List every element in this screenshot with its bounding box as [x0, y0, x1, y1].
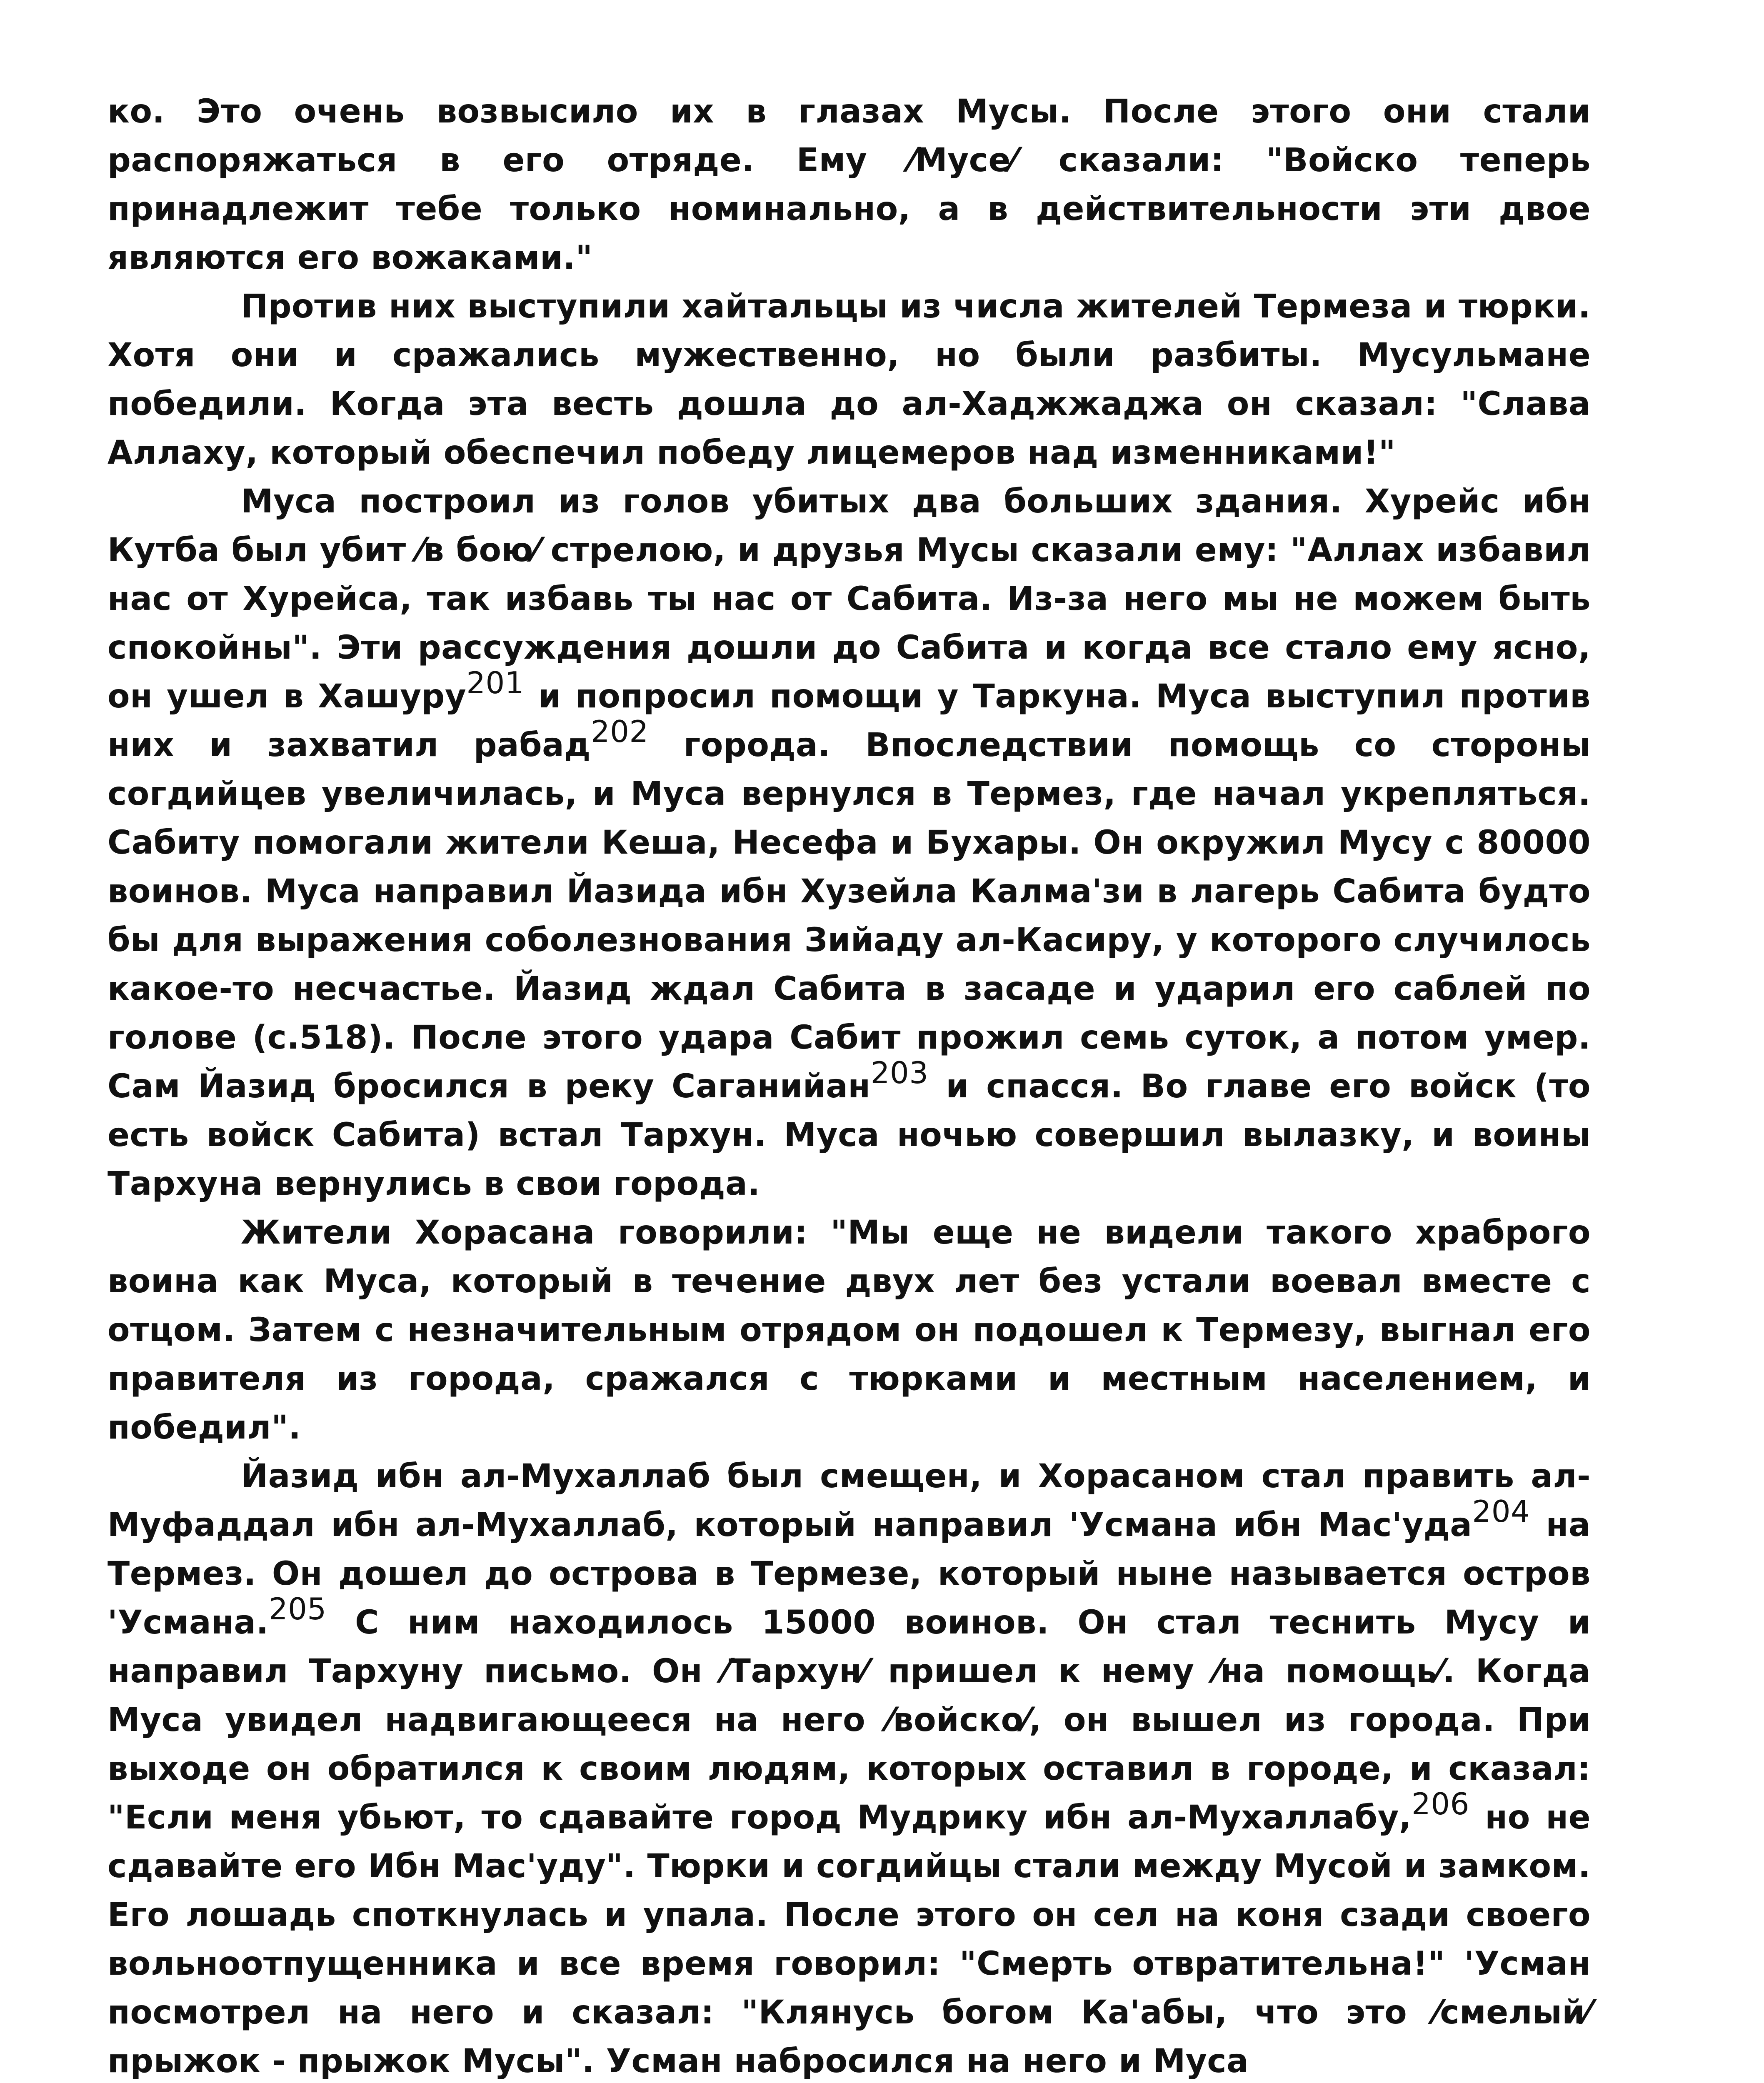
paragraph [107, 477, 1591, 1209]
paragraph-text: и спасся. Во главе его войск (то есть войск Сабита) встал Тархун. Муса ночью совершил вылазку, и воины Тархуна вернулись в свои города. [107, 1068, 1591, 1203]
footnote-marker: 203 [870, 1055, 929, 1090]
footnote-marker: 204 [1472, 1494, 1530, 1529]
paragraph-text: Против них выступили хайтальцы из числа жителей Термеза и тюрки. Хотя они и сражались мужественно, но были разбиты. Мусульмане победили. Когда эта весть дошла до ал-Хаджжаджа он сказал: "Слава Аллаху, который обеспечил победу лицемеров над изменниками!" [107, 288, 1591, 472]
footnote-marker: 202 [590, 714, 649, 749]
paragraph-text: на Термез. Он дошел до острова в Термезе, который ныне называется остров 'Усмана. [107, 1506, 1591, 1641]
paragraph [107, 282, 1591, 477]
paragraph-text: ко. Это очень возвысило их в глазах Мусы. После этого они стали распоряжаться в его отряде. Ему ⁄Мусе⁄ сказали: "Войско теперь принадлежит тебе только номинально, а в действительности эти двое являются его вожаками." [107, 93, 1591, 277]
paragraph-text: Жители Хорасана говорили: "Мы еще не видели такого храброго воина как Муса, который в течение двух лет без устали воевал вместе с отцом. Затем с незначительным отрядом он подошел к Термезу, выгнал его правителя из города, сражался с тюрками и местным населением, и победил". [107, 1214, 1591, 1446]
paragraph [107, 1209, 1591, 1452]
paragraph [107, 87, 1591, 282]
paragraph [107, 1452, 1591, 2083]
paragraph-text: и попросил помощи у Таркуна. Муса выступил против них и захватил рабад [107, 678, 1591, 764]
paragraph-text: Муса построил из голов убитых два больших здания. Хурейс ибн Кутба был убит ⁄в бою⁄ стрелою, и друзья Мусы сказали ему: "Аллах избавил нас от Хурейса, так избавь ты нас от Сабита. Из-за него мы не можем быть спокойны". Эти рассуждения дошли до Сабита и когда все стало ему ясно, он ушел в Хашуру [107, 483, 1591, 715]
paragraph-text: С ним находилось 15000 воинов. Он стал теснить Мусу и направил Тархуну письмо. Он ⁄Тархун⁄ пришел к нему ⁄на помощь⁄. Когда Муса увидел надвигающееся на него ⁄войско⁄, он вышел из города. При выходе он обратился к своим людям, которых оставил в городе, и сказал: "Если меня убьют, то сдавайте город Мудрику ибн ал-Мухаллабу, [107, 1604, 1591, 1836]
paragraph-text: но не сдавайте его Ибн Мас'уду". Тюрки и согдийцы стали между Мусой и замком. Его лошадь споткнулась и упала. После этого он сел на коня сзади своего вольноотпущенника и все время говорил: "Смерть отвратительна!" 'Усман посмотрел на него и сказал: "Клянусь богом Ка'абы, что это ⁄смелый⁄ прыжок - прыжок Мусы". Усман набросился на него и Муса [107, 1799, 1591, 2080]
footnote-marker: 206 [1411, 1786, 1469, 1821]
paragraph-text: города. Впоследствии помощь со стороны согдийцев увеличилась, и Муса вернулся в Термез, где начал укрепляться. Сабиту помогали жители Кеша, Несефа и Бухары. Он окружил Мусу с 80000 воинов. Муса направил Йазида ибн Хузейла Калма'зи в лагерь Сабита будто бы для выражения соболезнования Зийаду ал-Касиру, у которого случилось какое-то несчастье. Йазид ждал Сабита в засаде и ударил его саблей по голове (с.518). После этого удара Сабит прожил семь суток, а потом умер. Сам Йазид бросился в реку Саганийан [107, 727, 1591, 1105]
footnote-marker: 201 [466, 665, 525, 700]
footnote-marker: 205 [268, 1591, 327, 1626]
body-text [107, 87, 1591, 2083]
paragraph-text: Йазид ибн ал-Мухаллаб был смещен, и Хорасаном стал править ал-Муфаддал ибн ал-Мухаллаб, который направил 'Усмана ибн Мас'уда [107, 1458, 1591, 1544]
